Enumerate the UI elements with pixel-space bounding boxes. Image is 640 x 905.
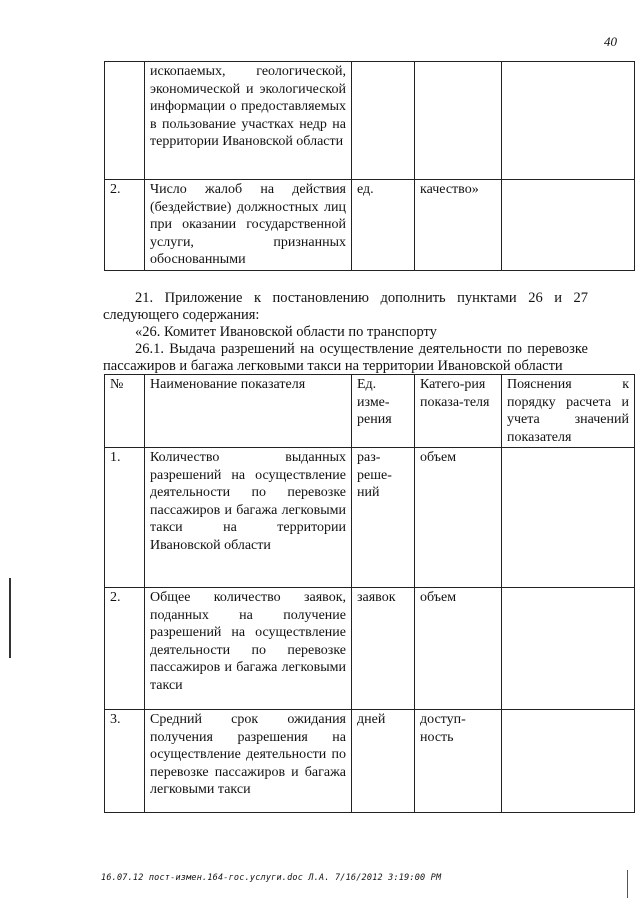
scan-edge-mark: [627, 870, 628, 898]
notes-cell: [502, 180, 635, 271]
category-cell: [415, 62, 502, 180]
page-number: 40: [604, 34, 617, 49]
header-name: Наименование показателя: [145, 375, 352, 448]
indicator-name: Средний срок ожидания получения разрешения на осуществление деятельности по перевозке пассажиров и багажа легковыми такси: [145, 710, 352, 813]
table-header-row: [105, 375, 635, 448]
header-number: №: [105, 375, 145, 448]
category-cell: качество»: [415, 180, 502, 271]
indicator-name: Количество выданных разрешений на осуществление деятельности по перевозке пассажиров и багажа легковыми такси на территории Ивановской области: [145, 448, 352, 588]
header-category: Катего-рия показа-теля: [415, 375, 502, 448]
indicator-name: Число жалоб на действия (бездействие) должностных лиц при оказании государственной услуги, признанных обоснованными: [145, 180, 352, 271]
indicators-table: [104, 374, 635, 813]
document-footer: 16.07.12 пост-измен.164-гос.услуги.doc Л.А. 7/16/2012 3:19:00 PM: [101, 873, 442, 883]
notes-cell: [502, 62, 635, 180]
unit-cell: ед.: [352, 180, 415, 271]
scan-margin-mark: [9, 578, 11, 658]
unit-cell: дней: [352, 710, 415, 813]
unit-cell: раз-реше-ний: [352, 448, 415, 588]
category-cell: объем: [415, 588, 502, 710]
paragraph-26: «26. Комитет Ивановской области по транспорту: [135, 324, 437, 340]
table-row: [105, 448, 635, 588]
table-row: [105, 180, 635, 271]
row-number: [105, 62, 145, 180]
unit-cell: [352, 62, 415, 180]
row-number: 2.: [105, 180, 145, 271]
table-row: [105, 588, 635, 710]
header-notes: Пояснения к порядку расчета и учета значений показателя: [502, 375, 635, 448]
indicator-name: Общее количество заявок, поданных на получение разрешений на осуществление деятельности по перевозке пассажиров и багажа легковыми такси: [145, 588, 352, 710]
row-number: 3.: [105, 710, 145, 813]
category-cell: доступ-ность: [415, 710, 502, 813]
category-cell: объем: [415, 448, 502, 588]
table-row: [105, 62, 635, 180]
paragraph-26-1: 26.1. Выдача разрешений на осуществление деятельности по перевозке пассажиров и багажа легковыми такси на территории Ивановской области: [103, 341, 588, 374]
notes-cell: [502, 588, 635, 710]
header-unit: Ед. изме-рения: [352, 375, 415, 448]
notes-cell: [502, 448, 635, 588]
row-number: 1.: [105, 448, 145, 588]
notes-cell: [502, 710, 635, 813]
table-row: [105, 710, 635, 813]
indicator-name: ископаемых, геологической, экономической и экологической информации о предоставляемых в пользование участках недр на территории Ивановской области: [145, 62, 352, 180]
unit-cell: заявок: [352, 588, 415, 710]
row-number: 2.: [105, 588, 145, 710]
paragraph-21: 21. Приложение к постановлению дополнить пунктами 26 и 27 следующего содержания:: [103, 290, 588, 323]
table-continued: [104, 61, 635, 271]
